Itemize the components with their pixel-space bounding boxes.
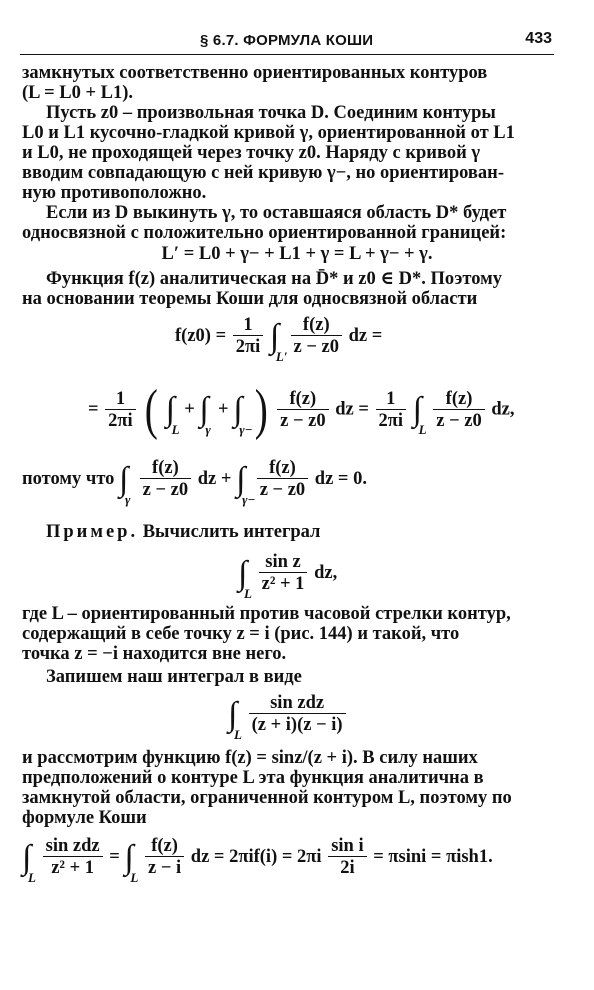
paragraph-2 [22,103,550,203]
differential: dz, [491,399,515,420]
fraction [145,836,184,879]
denominator: z − i [148,858,182,878]
final-middle: dz = 2πif(i) = 2πi [190,846,322,867]
numerator: sin zdz [249,693,346,714]
integral-sign: ∫ L [238,554,252,601]
running-header [20,28,554,55]
paragraph-5 [22,604,550,664]
fraction [43,836,103,879]
integral-limit: γ− [242,491,256,507]
integral-sign: ∫ L [124,838,139,885]
text-line: и L0, не проходящей через точку z0. Наряду с кривой γ [22,143,481,163]
equals: = [371,325,383,346]
differential: dz [335,399,354,420]
integral-limit: L [234,726,242,742]
fraction [249,693,346,736]
integral-sign: ∫ L′ [269,317,288,364]
integral-limit: L [130,869,139,885]
section-title: § 6.7. ФОРМУЛА КОШИ [200,32,374,49]
paragraph-7 [22,748,550,828]
integral-sign: ∫ γ [199,391,211,437]
denominator: z − z0 [259,480,306,500]
integral-sign: ∫ γ− [236,460,256,507]
text-line: ную противоположно. [22,183,207,203]
denominator: (z + i)(z − i) [251,715,343,735]
paragraph-3 [22,203,550,243]
fraction [233,315,264,358]
integral-sign: ∫ L [22,838,36,885]
paragraph-6 [22,667,550,687]
text-line: односвязной с положительно ориентированной границей: [22,223,507,243]
integral-limit: L [171,422,180,437]
fraction [277,389,328,432]
text-line: Если из D выкинуть γ, то оставшаяся область D* будет [46,203,507,223]
differential: dz, [314,562,338,583]
numerator: 1 [233,315,264,336]
text-line: содержащий в себе точку z = i (рис. 144) и такой, что [22,624,460,644]
text-line: Вычислить интеграл [142,522,321,542]
integral-limit: L [28,869,36,885]
because-formula [22,458,367,507]
numerator: sin z [259,552,308,573]
text-line: где L – ориентированный против часовой стрелки контур, [22,604,511,624]
numerator: f(z) [145,836,184,857]
equals: = [358,399,369,420]
boundary-formula: L′ = L0 + γ− + L1 + γ = L + γ− + γ. [161,244,433,264]
text-line: L0 и L1 кусочно-гладкой кривой γ, ориентированной от L1 [22,123,515,143]
denominator: z² + 1 [261,574,305,594]
numerator: f(z) [257,458,308,479]
differential: dz [197,468,217,489]
integral-limit: γ [205,422,211,437]
numerator: sin i [328,836,366,857]
denominator: z − z0 [436,410,482,431]
equals: = [109,846,120,867]
numerator: f(z) [433,389,484,410]
denominator: 2i [340,858,355,878]
numerator: sin zdz [43,836,103,857]
denominator: z − z0 [293,337,339,357]
text-line: (L = L0 + L1). [22,83,134,103]
cauchy-formula-1 [175,315,383,364]
text-line: Функция f(z) аналитическая на D̄* и z0 ∈ D*. Поэтому [46,269,502,289]
example-label: Пример. [46,522,139,542]
numerator: f(z) [277,389,328,410]
integral-sign: ∫ γ [119,460,131,507]
denominator: z − z0 [280,410,326,431]
plus: + [184,399,195,420]
integral-sign: ∫ γ− [233,391,253,437]
example-integral [238,552,338,601]
fraction [105,389,136,432]
text-line: формуле Коши [22,808,147,828]
denominator: z² + 1 [51,858,95,878]
text-line: вводим совпадающую с ней кривую γ−, но ориентирован- [22,163,504,183]
plus: + [220,468,232,489]
formula-lhs: f(z0) = [175,325,227,346]
final-formula [22,836,493,885]
left-paren: ( [145,379,159,441]
denominator: z − z0 [142,480,189,500]
rewritten-integral [228,693,348,742]
denominator: 2πi [108,410,133,431]
fraction [140,458,191,501]
fraction [257,458,308,501]
example-paragraph [22,522,550,542]
integral-sign: ∫ L [165,391,180,437]
fraction [328,836,366,879]
integral-sign: ∫ L [412,391,427,437]
integral-sign: ∫ L [228,695,242,742]
integral-limit: γ [125,491,131,507]
integral-limit: L [244,585,252,601]
numerator: 1 [376,389,407,410]
integral-limit: L [418,422,427,437]
denominator: 2πi [378,410,404,431]
equals: = [88,399,99,420]
paragraph-4 [22,269,550,309]
fraction [259,552,308,595]
numerator: 1 [105,389,136,410]
plus: + [218,399,229,420]
text-line: Пусть z0 – произвольная точка D. Соединим контуры [46,103,496,123]
because-text: потому что [22,468,115,489]
right-paren: ) [254,379,268,441]
text-line: замкнутой области, ограниченной контуром L, поэтому по [22,788,512,808]
integral-limit: γ− [239,422,253,437]
fraction [376,389,407,432]
numerator: f(z) [291,315,342,336]
cauchy-formula-2 [88,379,515,441]
equals-zero: = 0. [337,468,367,489]
differential: dz [314,468,334,489]
text-line: Запишем наш интеграл в виде [46,667,302,687]
page-number: 433 [525,30,552,47]
differential: dz [348,325,368,346]
text-line: на основании теоремы Коши для односвязной области [22,289,478,309]
final-result: = πsini = πish1. [373,846,493,867]
fraction [291,315,342,358]
text-line: замкнутых соответственно ориентированных контуров [22,63,488,83]
paragraph-1 [22,63,550,103]
numerator: f(z) [140,458,191,479]
fraction [433,389,484,432]
denominator: 2πi [235,337,261,357]
text-line: предположений о контуре L эта функция аналитична в [22,768,484,788]
integral-limit: L′ [275,348,288,364]
text-line: и рассмотрим функцию f(z) = sinz/(z + i). В силу наших [22,748,478,768]
text-line: точка z = −i находится вне него. [22,644,287,664]
